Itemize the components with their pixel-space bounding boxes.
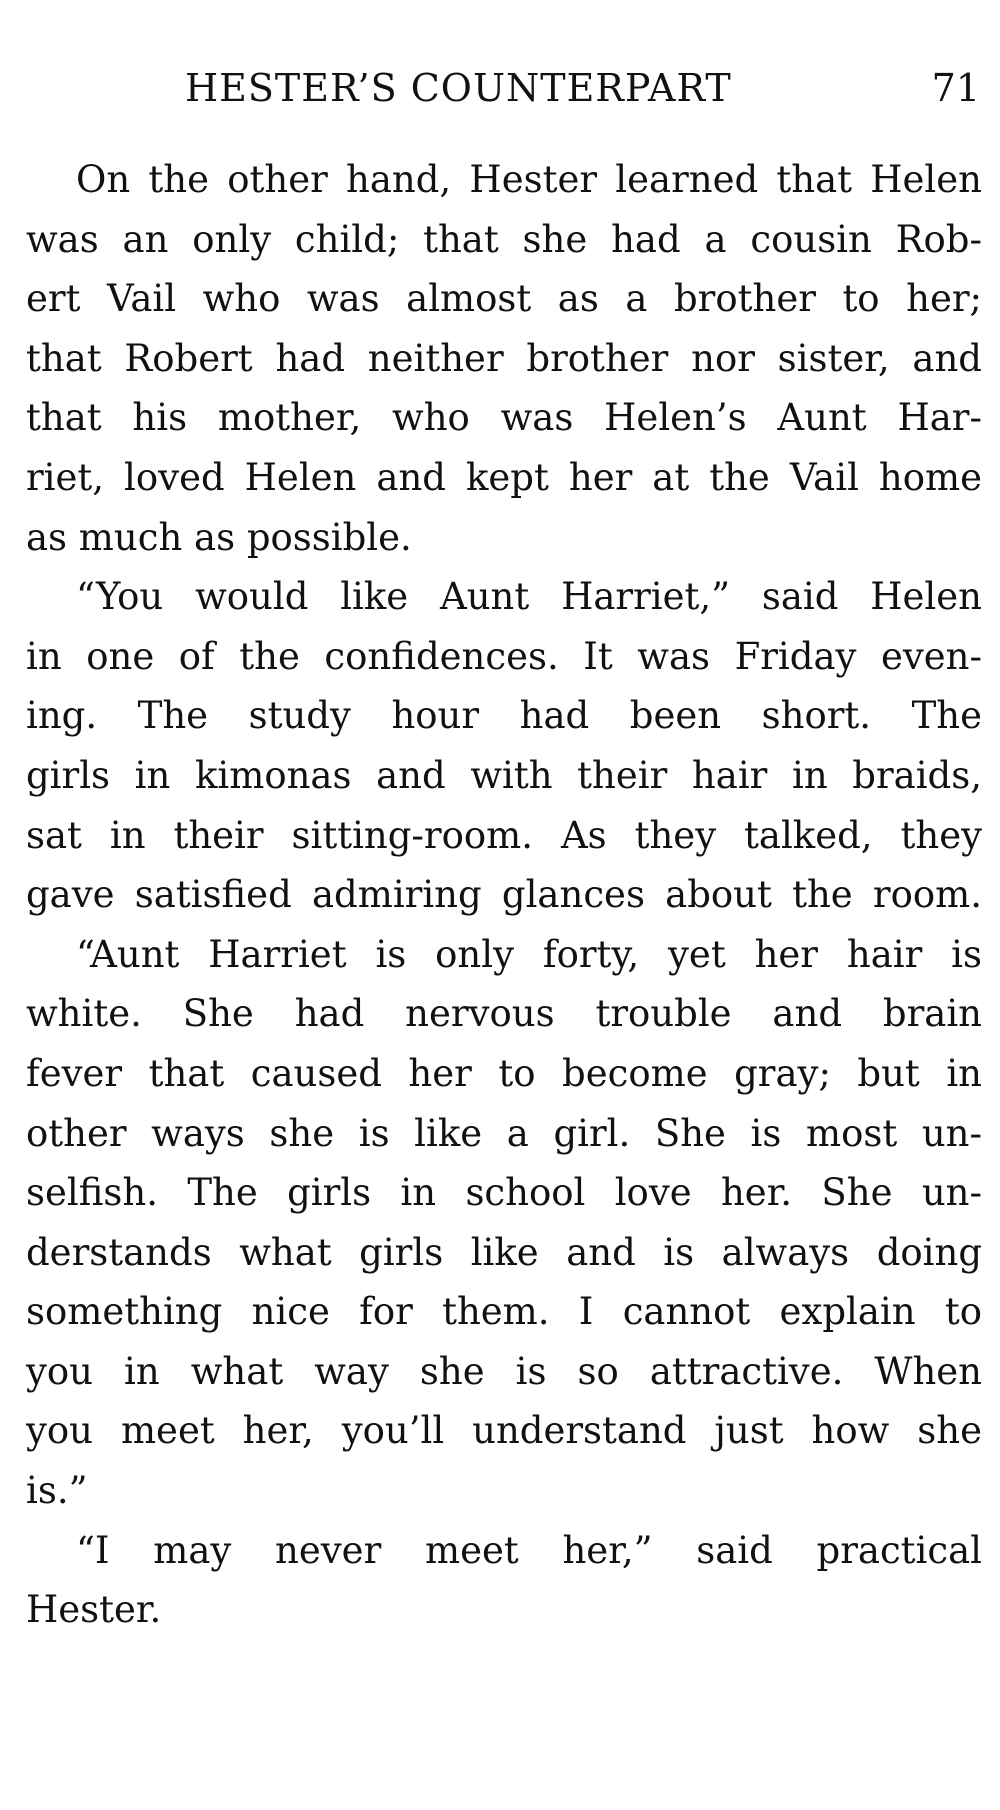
text-line: “You would like Aunt Harriet,” said Helen <box>76 575 982 619</box>
paragraph <box>26 1521 982 1640</box>
text-line: Hester. <box>26 1588 162 1632</box>
text-line: you in what way she is so attractive. When <box>26 1349 982 1393</box>
text-line: “I may never meet her,” said practical <box>76 1528 982 1572</box>
text-line: ing. The study hour had been short. The <box>26 694 982 738</box>
paragraph <box>26 150 982 567</box>
text-line: that his mother, who was Helen’s Aunt Har- <box>26 396 982 440</box>
body-text <box>26 150 982 1640</box>
running-title: HESTER’S COUNTERPART <box>185 66 732 110</box>
text-line: ert Vail who was almost as a brother to her; <box>26 277 982 321</box>
text-line: riet, loved Helen and kept her at the Vail home <box>26 455 982 499</box>
text-line: sat in their sitting-room. As they talked, they <box>26 813 982 857</box>
text-line: gave satisfied admiring glances about the room. <box>26 873 982 917</box>
text-line: you meet her, you’ll understand just how she <box>26 1409 982 1453</box>
paragraph <box>26 925 982 1521</box>
text-line: “Aunt Harriet is only forty, yet her hair is <box>76 932 982 976</box>
page-number: 71 <box>931 66 980 110</box>
paragraph <box>26 567 982 925</box>
text-line: was an only child; that she had a cousin Rob- <box>26 217 982 261</box>
text-line: other ways she is like a girl. She is most un- <box>26 1111 982 1155</box>
text-line: selfish. The girls in school love her. She un- <box>26 1171 982 1215</box>
text-line: in one of the confidences. It was Friday even- <box>26 634 982 678</box>
text-line: something nice for them. I cannot explain to <box>26 1290 982 1334</box>
page-header <box>185 62 980 114</box>
text-line: that Robert had neither brother nor sister, and <box>26 336 982 380</box>
text-line: white. She had nervous trouble and brain <box>26 992 982 1036</box>
text-line: is.” <box>26 1469 88 1513</box>
text-line: as much as possible. <box>26 515 412 559</box>
text-line: derstands what girls like and is always doing <box>26 1230 982 1274</box>
text-line: fever that caused her to become gray; but in <box>26 1051 982 1095</box>
text-line: girls in kimonas and with their hair in braids, <box>26 753 982 797</box>
text-line: On the other hand, Hester learned that Helen <box>76 158 982 201</box>
